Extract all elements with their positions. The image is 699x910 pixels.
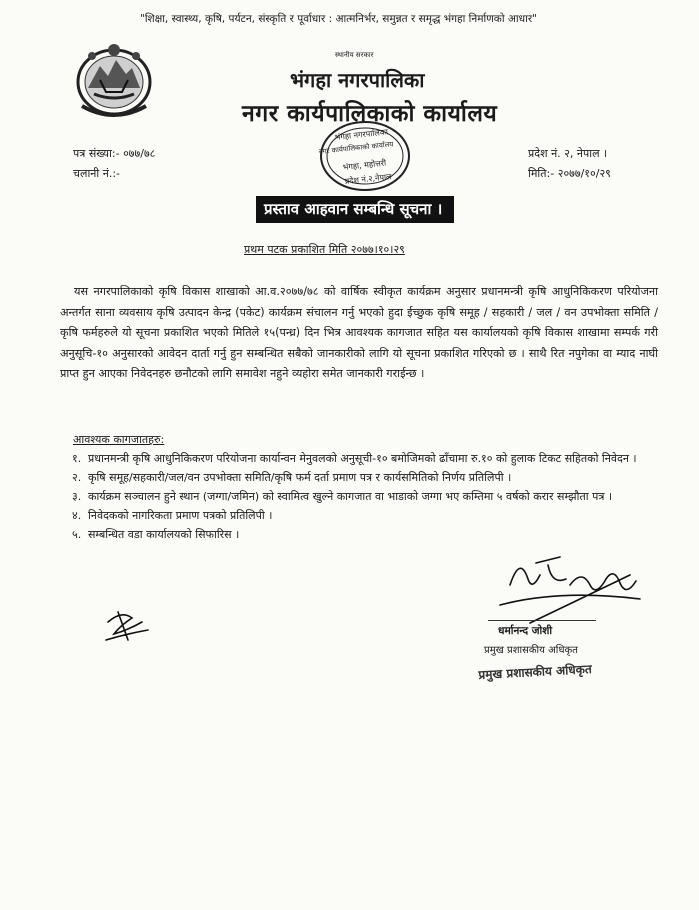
notice-title: प्रस्ताव आहवान सम्बन्धि सूचना । [256,196,454,223]
initial-signature [98,600,154,650]
list-item [72,506,672,525]
stamp-line-4: प्रदेश नं.२,नेपाल [344,172,392,186]
list-item [72,468,672,487]
letter-date: मिति:- २०७७/१०/२९ [528,167,611,180]
list-item [72,449,672,468]
slogan: "शिक्षा, स्वास्थ्य, कृषि, पर्यटन, संस्कृति र पूर्वाधार : आत्मनिर्भर, समुन्नत र समृद्ध भंगहा निर्माणको आधार" [140,13,537,25]
office-name: नगर कार्यपालिकाको कार्यालय [242,101,498,127]
signer-name: धर्मानन्द जोशी [498,625,553,637]
signer-designation: प्रमुख प्रशासकीय अधिकृत [484,645,578,656]
list-item [72,525,672,544]
list-item-text: सम्बन्धित वडा कार्यालयको सिफारिस । [88,528,240,541]
signature-line [488,620,596,621]
list-item [72,487,672,506]
published-date: प्रथम पटक प्रकाशित मिति २०७७।१०।२९ [244,243,405,256]
office-seal-stamp [305,118,431,196]
municipality-name: भंगहा नगरपालिका [290,68,425,92]
requirements-heading: आवश्यक कागजातहरु: [73,433,165,446]
stamp-line-1: भंगहा नगरपालिका [334,127,389,142]
list-item-number: ३. [72,490,82,503]
requirements-list [72,449,672,544]
list-item-text: प्रधानमन्त्री कृषि आधुनिकिकरण परियोजना कार्यान्वन मेनुवलको अनुसूची-१० बमोजिमको ढाँचामा रु.१० को हुलाक टिकट सहितको निवेदन । [88,452,637,465]
stamp-line-2: नगर कार्यपालिकाको कार्यालय [318,140,394,156]
list-item-text: कृषि समूह/सहकारी/जल/वन उपभोक्ता समिति/कृषि फर्म दर्ता प्रमाण पत्र र कार्यसमितिको निर्णय प्रतिलिपी । [88,471,512,484]
list-item-text: निवेदकको नागरिकता प्रमाण पत्रको प्रतिलिपी । [88,509,273,522]
local-government-label: स्थानीय सरकार [335,51,374,59]
reference-number: पत्र संख्या:- ०७७/७८ [73,147,156,160]
stamp-line-3: भंगहा, महोत्तरी [342,158,387,172]
list-item-number: १. [72,452,82,465]
designation-stamp: प्रमुख प्रशासकीय अधिकृत [478,662,593,682]
list-item-number: ४. [72,509,82,522]
province-label: प्रदेश नं. २, नेपाल । [528,147,608,160]
list-item-number: ५. [72,528,82,541]
list-item-number: २. [72,471,82,484]
nepal-emblem-icon [70,40,158,118]
notice-body: यस नगरपालिकाको कृषि विकास शाखाको आ.व.२०७७/७८ को वार्षिक स्वीकृत कार्यक्रम अनुसार प्रधानमन्त्री कृषि आधुनिकिकरण परियोजना अन्तर्गत साना व्यवसाय कृषि उत्पादन केन्द्र (पकेट) कार्यक्रम संचालन गर्नु भएको हुदा ईच्छुक कृषि समूह / सहकारी / जल / वन उपभोक्ता समिति / कृषि फर्महरुले यो सूचना प्रकाशित भएको मितिले १५(पन्ध्र) दिन भित्र आवश्यक कागजात सहित यस कार्यालयको कृषि विकास शाखामा सम्पर्क गरी अनुसूचि-१० अनुसारको आवेदन दार्ता गर्नु हुन सम्बन्धित सबैको जानकारीको लागि यो सूचना प्रकाशित गरिएको छ । साथै रित नपुगेका वा म्याद नाघी प्राप्त हुन आएका निवेदनहरु छनौटको लागि समावेश नहुने व्यहोरा समेत जानकारी गराईन्छ । [60,285,658,381]
list-item-text: कार्यक्रम सञ्चालन हुने स्थान (जग्गा/जमिन) को स्वामित्व खुल्ने कागजात वा भाडाको जग्गा भए कम्तिमा ५ वर्षको करार सम्झौता पत्र । [88,490,613,503]
dispatch-number: चलानी नं.:- [73,167,121,180]
